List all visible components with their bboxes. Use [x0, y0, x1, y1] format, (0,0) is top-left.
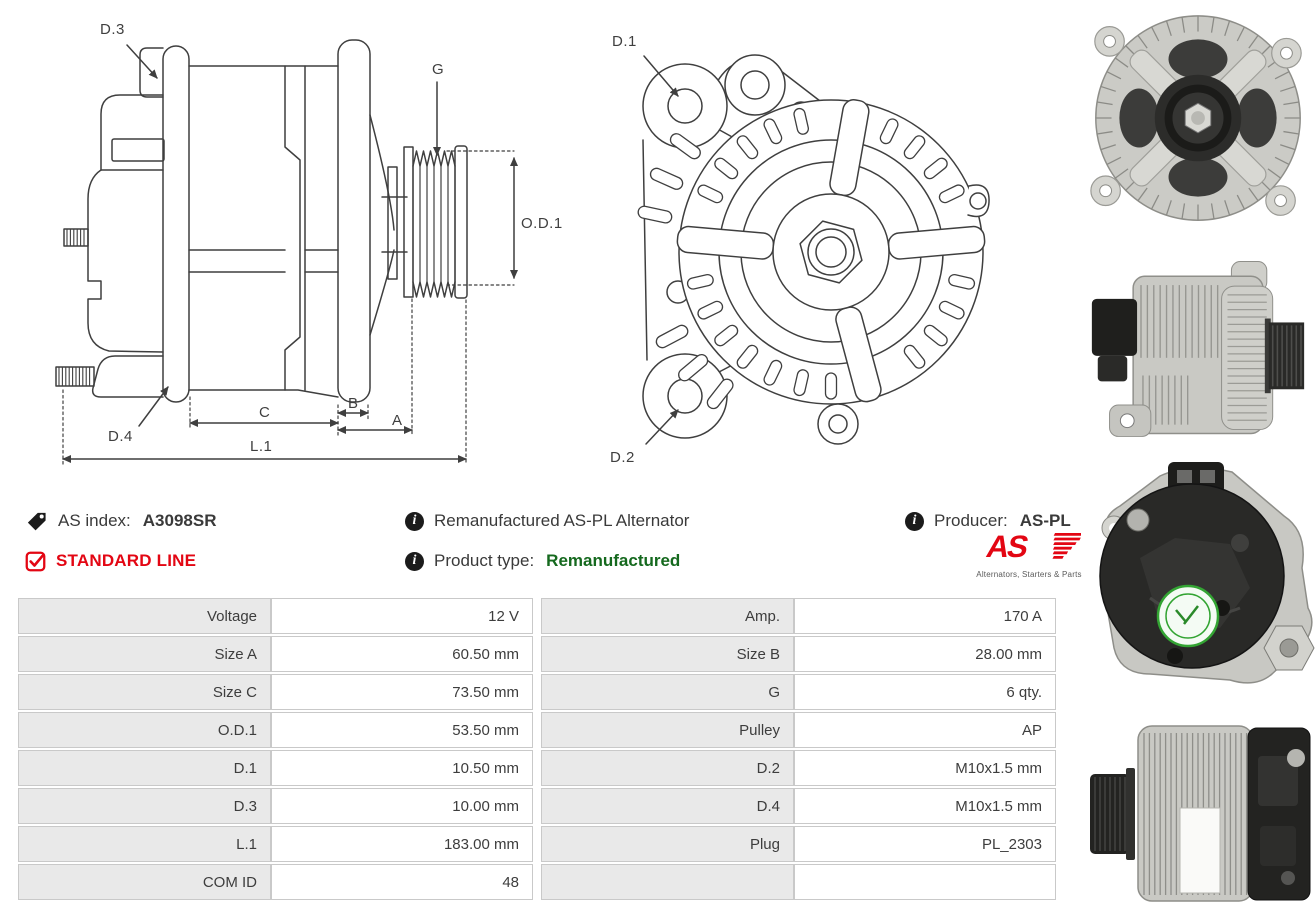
checkbox-icon	[25, 551, 46, 572]
spec-value-pulley: AP	[794, 712, 1056, 748]
spec-label-voltage: Voltage	[18, 598, 271, 634]
spec-value-l1: 183.00 mm	[271, 826, 533, 862]
dim-label-b: B	[348, 395, 359, 412]
as-index-label: AS index:	[58, 511, 131, 530]
spec-value-d2: M10x1.5 mm	[794, 750, 1056, 786]
producer-value: AS-PL	[1019, 511, 1071, 530]
spec-value-g: 6 qty.	[794, 674, 1056, 710]
spec-label-amp: Amp.	[541, 598, 794, 634]
spec-label-d2: D.2	[541, 750, 794, 786]
standard-line-badge	[25, 548, 196, 574]
product-type-label: Product type:	[434, 551, 535, 570]
info-icon: i	[405, 512, 424, 531]
as-index	[25, 508, 216, 534]
spec-value-size-a: 60.50 mm	[271, 636, 533, 672]
product-type-value: Remanufactured	[546, 551, 681, 570]
product-label	[1180, 808, 1220, 893]
dim-label-od1: O.D.1	[521, 215, 563, 232]
spec-label-d1: D.1	[18, 750, 271, 786]
connector-block	[1092, 299, 1137, 356]
qc-sticker	[1158, 586, 1218, 646]
spec-label-com-id: COM ID	[18, 864, 271, 900]
spec-value-plug: PL_2303	[794, 826, 1056, 862]
spec-value-size-b: 28.00 mm	[794, 636, 1056, 672]
dim-label-a: A	[392, 412, 403, 429]
info-icon: i	[905, 512, 924, 531]
tag-icon	[25, 510, 48, 533]
dim-label-c: C	[259, 404, 271, 421]
spec-label-size-c: Size C	[18, 674, 271, 710]
spec-value-com-id: 48	[271, 864, 533, 900]
spec-label-g: G	[541, 674, 794, 710]
technical-drawing-front-view	[588, 0, 1078, 480]
as-index-value: A3098SR	[142, 511, 217, 530]
product-photo-side-2[interactable]	[1088, 696, 1314, 911]
dim-label-d4: D.4	[108, 428, 133, 445]
dim-label-d1: D.1	[612, 33, 637, 50]
spec-value-amp: 170 A	[794, 598, 1056, 634]
standard-line-label: STANDARD LINE	[56, 551, 197, 570]
as-logo-tagline: Alternators, Starters & Parts	[976, 570, 1082, 579]
spec-label-size-b: Size B	[541, 636, 794, 672]
dim-label-g: G	[432, 61, 445, 78]
product-type	[405, 548, 680, 574]
spec-label-l1: L.1	[18, 826, 271, 862]
info-icon: i	[405, 552, 424, 571]
spec-label-size-a: Size A	[18, 636, 271, 672]
spec-label-plug: Plug	[541, 826, 794, 862]
product-photo-front[interactable]	[1084, 6, 1312, 234]
spec-value-d4: M10x1.5 mm	[794, 788, 1056, 824]
spec-table	[18, 598, 1060, 900]
spec-label-d4: D.4	[541, 788, 794, 824]
product-description-text: Remanufactured AS-PL Alternator	[434, 511, 690, 530]
as-logo-text: AS	[983, 529, 1030, 564]
spec-value-d1: 10.50 mm	[271, 750, 533, 786]
as-logo-icon	[977, 529, 1081, 565]
spec-value-empty	[794, 864, 1056, 900]
spec-value-d3: 10.00 mm	[271, 788, 533, 824]
producer-label: Producer:	[934, 511, 1008, 530]
product-description	[405, 508, 689, 534]
spec-label-d3: D.3	[18, 788, 271, 824]
as-pl-logo	[973, 529, 1085, 579]
spec-label-empty	[541, 864, 794, 900]
product-photo-side[interactable]	[1084, 240, 1312, 455]
dim-label-d3: D.3	[100, 21, 125, 38]
product-photo-rear[interactable]	[1080, 458, 1316, 692]
technical-drawing-side-view	[0, 0, 580, 480]
spec-value-od1: 53.50 mm	[271, 712, 533, 748]
spec-value-size-c: 73.50 mm	[271, 674, 533, 710]
spec-value-voltage: 12 V	[271, 598, 533, 634]
spec-label-pulley: Pulley	[541, 712, 794, 748]
dim-label-l1: L.1	[250, 438, 273, 455]
spec-label-od1: O.D.1	[18, 712, 271, 748]
dim-label-d2: D.2	[610, 449, 635, 466]
